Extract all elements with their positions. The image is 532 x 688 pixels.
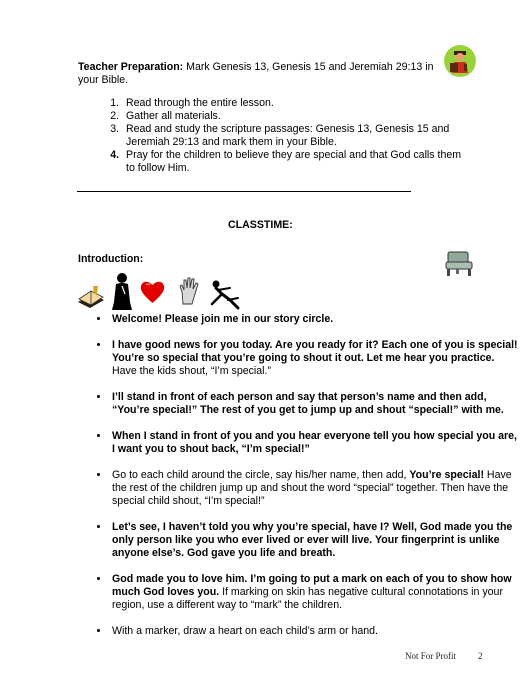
stretching-person-icon xyxy=(208,278,242,310)
list-item xyxy=(110,313,520,326)
list-item: 3. Read and study the scripture passages: Genesis 13, Genesis 15 and Jeremiah 29:13 and mark them in your Bible. xyxy=(122,123,472,149)
teacher-prep-text: Mark Genesis 13, Genesis 15 and Jeremiah 29:13 in your Bible. xyxy=(78,61,434,86)
preparation-steps xyxy=(94,97,472,175)
bullet-text: With a marker, draw a heart on each child’s arm or hand. xyxy=(112,625,378,637)
bullet-text: I have good news for you today. Are you ready for it? Each one of you is special! You’re so special that you’re going to shout it out. Let me hear you practice. xyxy=(112,339,518,364)
hand-icon xyxy=(177,276,203,306)
bullet-text: Have the rest of the children jump up and shout the word “special” together. Then have the special child shout, “I’m special!” xyxy=(112,469,512,507)
bible-icon xyxy=(76,282,106,310)
list-item: 1. Read through the entire lesson. xyxy=(122,97,472,110)
lesson-bullets xyxy=(92,313,520,651)
page-number: 2 xyxy=(478,651,483,661)
classtime-heading: CLASSTIME: xyxy=(228,219,293,231)
list-item xyxy=(110,573,520,612)
list-item: 2. Gather all materials. xyxy=(122,110,472,123)
teacher-prep-label: Teacher Preparation: xyxy=(78,61,184,73)
divider xyxy=(77,191,411,192)
heart-icon xyxy=(139,279,166,305)
list-item xyxy=(110,521,520,560)
bullet-text: If marking on skin has negative cultural connotations in your region, use a different way to “mark” the children. xyxy=(112,586,503,611)
list-item xyxy=(110,339,520,378)
introduction-heading: Introduction: xyxy=(78,253,144,265)
bullet-text: When I stand in front of you and you hear everyone tell you how special you are, I want you to shout back, “I’m special!” xyxy=(112,430,517,455)
bullet-text: Go to each child around the circle, say his/her name, then add, xyxy=(112,469,410,481)
bullet-text: God made you to love him. I’m going to put a mark on each of you to show how much God loves you. xyxy=(112,573,512,598)
list-item xyxy=(110,430,520,456)
bullet-text: You’re special! xyxy=(409,469,484,481)
list-item xyxy=(110,469,520,508)
teacher-icon xyxy=(443,44,477,78)
footer-text: Not For Profit xyxy=(405,651,457,661)
list-item: 4. Pray for the children to believe they are special and that God calls them to follow Him. xyxy=(122,149,472,175)
list-item xyxy=(110,391,520,417)
list-item xyxy=(110,625,520,638)
praying-person-icon xyxy=(110,272,134,312)
bullet-text: Have the kids shout, “I’m special.” xyxy=(112,365,271,377)
armchair-icon xyxy=(444,250,476,278)
teacher-preparation xyxy=(78,61,448,87)
bullet-text: Welcome! Please join me in our story circle. xyxy=(112,313,334,325)
bullet-text: I’ll stand in front of each person and say that person’s name and then add, “You’re special!” The rest of you get to jump up and shout “special!” with me. xyxy=(112,391,504,416)
bullet-text: Let’s see, I haven’t told you why you’re special, have I? Well, God made you the only person like you who ever lived or ever will live. Your fingerprint is unlike anyone else’s. God gave you life and breath. xyxy=(112,521,513,559)
